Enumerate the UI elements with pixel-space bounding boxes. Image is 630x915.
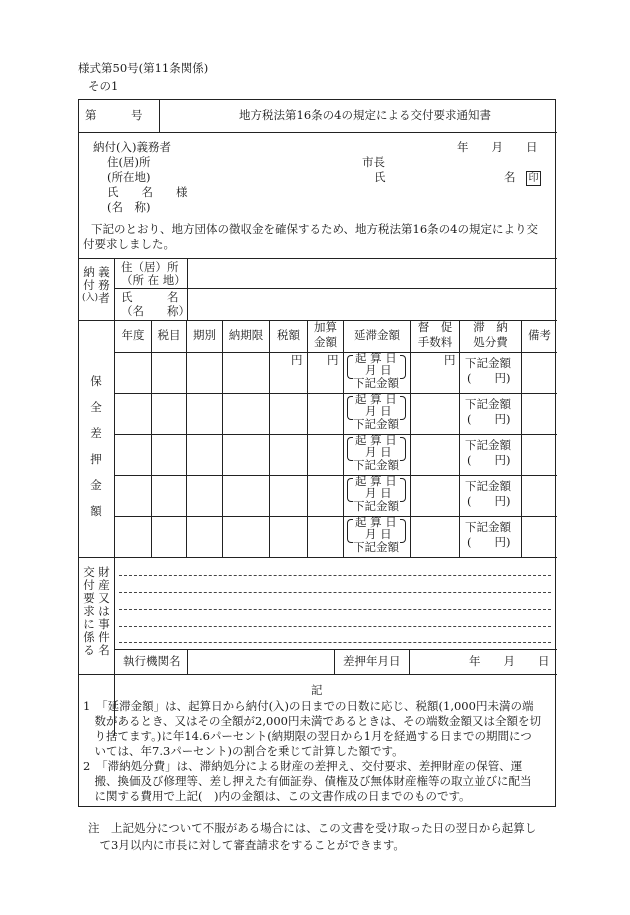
col-additional-2: 金額 <box>314 335 337 349</box>
col-demand-fee-2: 手数料 <box>417 335 453 349</box>
name2-label: (名 称) <box>107 200 151 214</box>
disposal-amount: 下記金額 <box>465 479 511 493</box>
mayor-mei: 名 <box>504 170 516 184</box>
col-period: 期別 <box>193 328 216 342</box>
address-label: 住(居)所 <box>107 155 151 169</box>
number-label: 第 号 <box>85 108 143 122</box>
disposal-paren: ( 円) <box>467 371 511 385</box>
obligor-location: （所 在 地） <box>121 273 186 287</box>
col-tax-item: 税目 <box>157 328 181 342</box>
disposal-amount: 下記金額 <box>465 356 511 370</box>
col-disposal-1: 滞 納 <box>473 320 508 334</box>
form-frame: 第 号 地方税法第16条の4の規定による交付要求通知書 納付(入)義務者 住(居)所 (所在地) 氏 名 様 (名 称) 年 月 日 市長 氏 名 印 下記のとおり、地方団体の徴収金を確保するため、地方税法第16条の4の規定により交 付要求しました。 納 付 (入) 義 務 者 住（居）所 （所 在 地） 氏 名 （名 称） 年度 税目 期別 納期限 税額 加算 金額 延滞金額 督 促 手数料 滞 納 処分費 備考 保 全 差 押 金 額 円 円 円 起 算 日 月 日 下記金額 起 算 日 月 日 下記金額 起 算 日 月 日 下記金額 起 算 日 月 日 下記金額 起 算 日 月 日 下記金額 下記金額 ( 円) 下記金額 ( 円) 下記金額 ( 円) 下記金額 ( 円) 下記金額 ( 円) 交 付 要 求 に 係 る 財 産 又 は 事 件 名 執行機関名 差押年月日 年 月 日 記 1 「延滞金額」は、起算日から納付(入)の日までの日数に応じ、税額(1,000円未満の端 数があるとき、又はその全額が2,000円未満であるときは、その端数金額又は全額を切 り捨てます。)に年14.6パーセント(納期限の翌日から1月を経過する日までの期間につ いては、年7.3パーセント)の割合を乗じて計算した額です。 2 「滞納処分費」は、滞納処分による財産の差押え、交付要求、差押財産の保管、運 搬、換価及び修理等、差し押えた有価証券、債権及び無体財産権等の取立並びに配当 に関する費用で上記( )内の金額は、この文書作成の日までのものです。 <box>78 99 556 807</box>
notes-title: 記 <box>311 683 323 697</box>
document-title: 地方税法第16条の4の規定による交付要求通知書 <box>239 108 491 122</box>
seizure-date-label: 差押年月日 <box>343 654 401 668</box>
name-label: 氏 名 様 <box>107 185 188 199</box>
secured-amount-label: 保 全 差 押 金 額 <box>90 374 102 518</box>
obligor-side-b: 義 務 者 <box>98 265 110 305</box>
obligor-side-a: 納 付 (入) <box>82 265 99 303</box>
col-disposal-2: 処分費 <box>473 335 508 349</box>
intro-line-1: 下記のとおり、地方団体の徴収金を確保するため、地方税法第16条の4の規定により交 <box>91 222 538 236</box>
form-sub: その1 <box>88 79 119 93</box>
col-delinquency: 延滞金額 <box>354 328 400 342</box>
col-remarks: 備考 <box>528 328 551 342</box>
intro-line-2: 付要求しました。 <box>83 237 175 251</box>
col-additional-1: 加算 <box>314 320 337 334</box>
yen-fee: 円 <box>444 353 456 367</box>
exec-org-label: 執行機関名 <box>123 654 181 668</box>
disposal-paren: ( 円) <box>467 535 511 549</box>
obligor-address: 住（居）所 <box>121 260 179 274</box>
seizure-date: 年 月 日 <box>469 654 550 668</box>
mayor-shi: 氏 <box>374 170 386 184</box>
col-demand-fee-1: 督 促 <box>417 320 453 334</box>
disposal-amount: 下記金額 <box>465 520 511 534</box>
disposal-paren: ( 円) <box>467 453 511 467</box>
yen-additional: 円 <box>327 353 339 367</box>
col-tax-amount: 税額 <box>277 328 300 342</box>
property-label-a: 交 付 要 求 に 係 る <box>83 565 95 657</box>
form-number: 様式第50号(第11条関係) <box>78 61 209 75</box>
mayor-label: 市長 <box>362 155 385 169</box>
obligor-name2: （名 称） <box>121 304 190 318</box>
seal-icon: 印 <box>526 170 541 186</box>
issue-date: 年 月 日 <box>457 140 538 154</box>
disposal-paren: ( 円) <box>467 494 511 508</box>
taxpayer-label: 納付(入)義務者 <box>93 140 171 154</box>
disposal-paren: ( 円) <box>467 412 511 426</box>
location-label: (所在地) <box>107 170 151 184</box>
disposal-amount: 下記金額 <box>465 438 511 452</box>
notes: 1 「延滞金額」は、起算日から納付(入)の日までの日数に応じ、税額(1,000円未満の端 数があるとき、又はその全額が2,000円未満であるときは、その端数金額又は全額を切 り捨てます。)に年14.6パーセント(納期限の翌日から1月を経過する日までの期間につ いては、年7.3パーセント)の割合を乗じて計算した額です。 2 「滞納処分費」は、滞納処分による財産の差押え、交付要求、差押財産の保管、運 搬、換価及び修理等、差し押えた有価証券、債権及び無体財産権等の取立並びに配当 に関する費用で上記( )内の金額は、この文書作成の日までのものです。 <box>83 699 541 803</box>
yen-tax: 円 <box>291 353 303 367</box>
footer-note: 注 上記処分について不服がある場合には、この文書を受け取った日の翌日から起算し て3月以内に市長に対して審査請求をすることができます。 <box>88 821 537 852</box>
col-year: 年度 <box>121 328 145 342</box>
col-due-date: 納期限 <box>228 328 264 342</box>
disposal-amount: 下記金額 <box>465 397 511 411</box>
obligor-name: 氏 名 <box>121 290 179 304</box>
property-label-b: 財 産 又 は 事 件 名 <box>98 565 110 657</box>
